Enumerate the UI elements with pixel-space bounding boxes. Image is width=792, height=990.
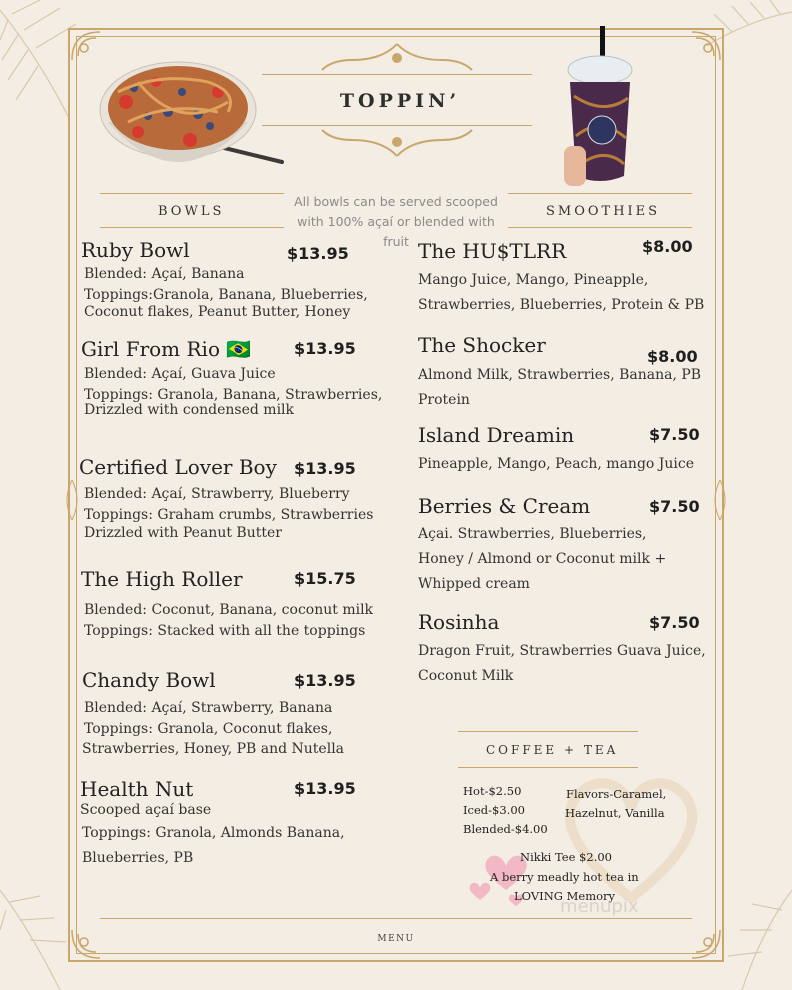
smoothie-desc-line: Pineapple, Mango, Peach, mango Juice [418, 456, 695, 472]
coffee-rule-top [458, 731, 638, 732]
bowl-desc-line: Drizzled with condensed milk [84, 402, 295, 418]
smoothie-desc-line: Coconut Milk [418, 668, 514, 684]
bowl-price: $13.95 [294, 779, 356, 798]
smoothie-desc-line: Honey / Almond or Coconut milk + [418, 551, 667, 567]
bowl-name: Girl From Rio 🇧🇷 [81, 337, 252, 361]
corner-ornament-top-right [688, 30, 722, 64]
title-rule-bottom [262, 125, 532, 126]
bowls-note: All bowls can be served scooped with 100% açaí or blended with fruit [294, 194, 498, 249]
bowl-price: $13.95 [294, 459, 356, 478]
title-rule-top [262, 74, 532, 75]
coffee-size-price: Hot-$2.50 [463, 784, 522, 798]
side-flourish-left [62, 480, 82, 520]
tea-special-line: Nikki Tee $2.00 [520, 850, 612, 864]
title-ornament-top [312, 40, 482, 76]
bowl-price: $13.95 [287, 244, 349, 263]
smoothies-rule-bottom [508, 227, 692, 228]
bowls-rule-bottom [100, 227, 284, 228]
smoothie-desc-line: Strawberries, Blueberries, Protein & PB [418, 297, 705, 313]
bowl-desc-line: Blended: Açaí, Strawberry, Banana [84, 700, 333, 716]
side-flourish-right [710, 480, 730, 520]
corner-ornament-bottom-left [70, 926, 104, 960]
footer-label: MENU [377, 934, 415, 944]
bowl-price: $15.75 [294, 569, 356, 588]
bowl-desc-line: Toppings: Graham crumbs, Strawberries [84, 507, 374, 523]
bowl-desc-line: Scooped açaí base [80, 802, 212, 818]
bowl-price: $13.95 [294, 671, 356, 690]
bowl-desc-line: Toppings: Stacked with all the toppings [84, 623, 366, 639]
bowl-desc-line: Coconut flakes, Peanut Butter, Honey [84, 304, 351, 320]
bowl-price: $13.95 [294, 339, 356, 358]
smoothie-price: $8.00 [642, 237, 693, 256]
corner-ornament-bottom-right [688, 926, 722, 960]
footer-rule [100, 918, 692, 919]
bowl-desc-line: Toppings: Granola, Coconut flakes, [84, 721, 333, 737]
smoothie-price: $7.50 [649, 497, 700, 516]
bowl-name: Chandy Bowl [82, 668, 216, 692]
smoothies-heading: SMOOTHIES [546, 204, 661, 219]
bowl-desc-line: Blended: Açaí, Guava Juice [84, 366, 276, 382]
smoothie-desc-line: Mango Juice, Mango, Pineapple, [418, 272, 649, 288]
coffee-flavors-line: Flavors-Caramel, [566, 787, 667, 801]
bowl-desc-line: Strawberries, Honey, PB and Nutella [82, 741, 345, 757]
coffee-size-price: Blended-$4.00 [463, 822, 548, 836]
watermark-text: menupix [560, 896, 639, 917]
bowl-desc-line: Blended: Açaí, Banana [84, 266, 245, 282]
palm-leaf-bottom-left [0, 880, 70, 990]
acai-bowl-image [98, 52, 286, 188]
bowl-desc-line: Drizzled with Peanut Butter [84, 525, 282, 541]
tea-special-line: A berry meadly hot tea in [490, 870, 639, 884]
smoothie-name: The HU$TLRR [418, 239, 567, 263]
smoothie-name: The Shocker [418, 333, 546, 357]
coffee-flavors-line: Hazelnut, Vanilla [565, 806, 665, 820]
title-ornament-bottom [312, 128, 482, 160]
page-title: TOPPIN’ [339, 90, 461, 112]
bowls-heading: BOWLS [158, 204, 225, 219]
smoothie-desc-line: Protein [418, 392, 470, 408]
smoothie-price: $7.50 [649, 613, 700, 632]
coffee-heading: COFFEE + TEA [486, 743, 619, 757]
smoothie-desc-line: Açai. Strawberries, Blueberries, [418, 526, 647, 542]
bowl-name: The High Roller [81, 567, 243, 591]
smoothie-name: Rosinha [418, 610, 500, 634]
tea-special-line: LOVING Memory [514, 889, 616, 903]
bowls-rule-top [100, 193, 284, 194]
smoothies-rule-top [508, 193, 692, 194]
bowl-desc-line: Blueberries, PB [82, 850, 194, 866]
smoothie-desc-line: Whipped cream [418, 576, 530, 592]
smoothie-name: Berries & Cream [418, 494, 591, 518]
bowl-name: Certified Lover Boy [79, 455, 277, 479]
bowl-name: Ruby Bowl [81, 238, 190, 262]
bowl-name: Health Nut [80, 777, 194, 801]
smoothie-desc-line: Almond Milk, Strawberries, Banana, PB [418, 367, 702, 383]
smoothie-desc-line: Dragon Fruit, Strawberries Guava Juice, [418, 643, 706, 659]
smoothie-name: Island Dreamin [418, 423, 575, 447]
smoothie-price: $8.00 [647, 347, 698, 366]
bowl-desc-line: Toppings: Granola, Almonds Banana, [82, 825, 345, 841]
bowl-desc-line: Blended: Açaí, Strawberry, Blueberry [84, 486, 350, 502]
bowl-desc-line: Blended: Coconut, Banana, coconut milk [84, 602, 374, 618]
palm-leaf-bottom-right [722, 890, 792, 990]
bowl-desc-line: Toppings:Granola, Banana, Blueberries, [84, 287, 368, 303]
smoothie-cup-image [564, 26, 636, 190]
smoothie-price: $7.50 [649, 425, 700, 444]
bowl-desc-line: Toppings: Granola, Banana, Strawberries, [84, 387, 383, 403]
coffee-size-price: Iced-$3.00 [463, 803, 525, 817]
